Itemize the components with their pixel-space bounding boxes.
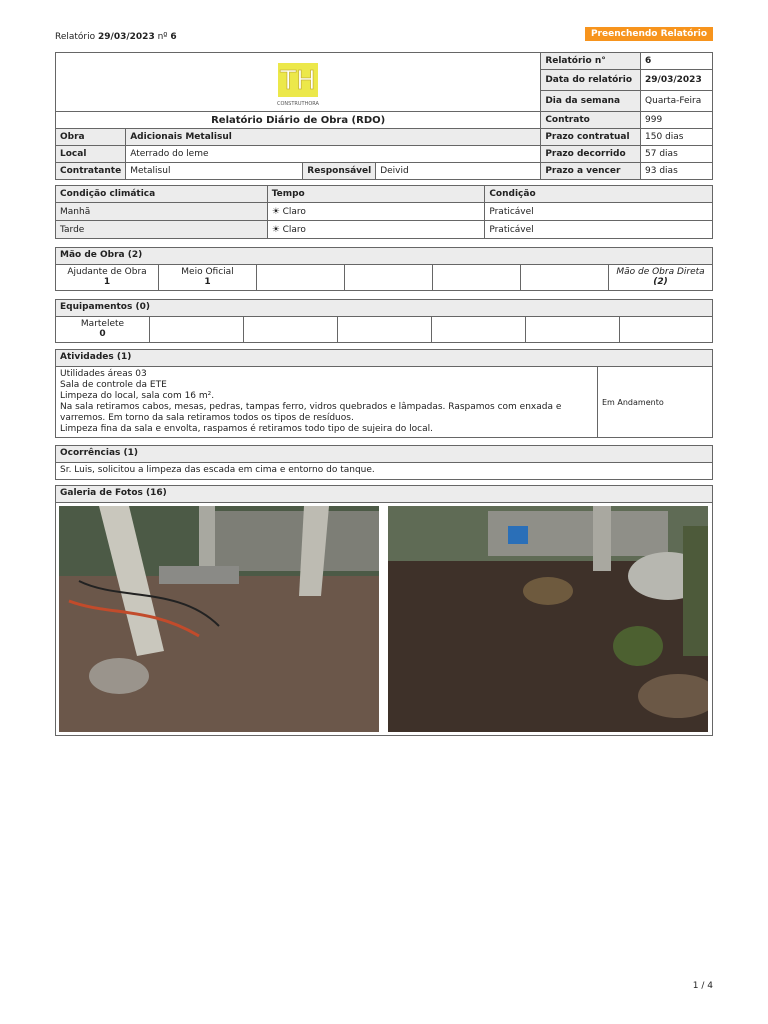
clima-condicao-tarde: Praticável: [485, 221, 713, 239]
atividade-line: Limpeza fina da sala e envolta, raspamos é retiramos todo tipo de sujeira do local.: [60, 424, 434, 434]
atividade-line: Sala de controle da ETE: [60, 380, 167, 390]
atividade-row: [55, 367, 713, 438]
empty-cell: [526, 317, 620, 342]
clima-periodo-manha: Manhã: [56, 203, 268, 221]
value-local: Aterrado do leme: [126, 146, 541, 163]
label-data: Data do relatório: [541, 70, 641, 91]
value-relatorio: 6: [641, 53, 713, 70]
label-obra: Obra: [56, 129, 126, 146]
atividade-line: Limpeza do local, sala com 16 m².: [60, 391, 215, 401]
clima-tempo-manha: ☀ Claro: [267, 203, 485, 221]
gallery-photo[interactable]: [59, 506, 379, 732]
mao-obra-item-value: 1: [204, 277, 211, 287]
value-obra: Adicionais Metalisul: [126, 129, 541, 146]
mao-obra-item-label: Meio Oficial: [181, 267, 234, 277]
mao-obra-item: [56, 265, 159, 290]
atividades-title: Atividades (1): [55, 349, 713, 367]
gallery-photo[interactable]: [388, 506, 708, 732]
equipamentos-title: Equipamentos (0): [55, 299, 713, 317]
equipamento-item: [56, 317, 150, 342]
logo-cell: [56, 53, 541, 112]
page-number: 1 / 4: [692, 981, 713, 991]
empty-cell: [150, 317, 244, 342]
equipamento-item-label: Martelete: [80, 319, 125, 329]
value-responsavel: Deivid: [376, 163, 541, 180]
atividades-section: [55, 349, 713, 438]
svg-text:TH: TH: [280, 66, 316, 96]
mao-obra-item-value: 1: [103, 277, 111, 287]
mao-obra-grid: [55, 265, 713, 291]
report-date: 29/03/2023: [98, 32, 155, 42]
equipamento-item-value: 0: [99, 329, 106, 339]
status-badge[interactable]: Preenchendo Relatório: [585, 27, 713, 41]
value-decorrido: 57 dias: [641, 146, 713, 163]
report-topbar: [55, 30, 713, 44]
value-data: 29/03/2023: [641, 70, 713, 91]
clima-table: [55, 185, 713, 239]
mao-obra-item: [159, 265, 257, 290]
empty-cell: [244, 317, 338, 342]
report-title: Relatório Diário de Obra (RDO): [56, 112, 541, 129]
ocorrencias-title: Ocorrências (1): [55, 445, 713, 463]
equipamentos-grid: [55, 317, 713, 343]
report-no-label: nº: [157, 32, 168, 42]
value-contrato: 999: [641, 112, 713, 129]
mao-obra-total: [609, 265, 712, 290]
empty-cell: [433, 265, 521, 290]
mao-obra-section: [55, 247, 713, 291]
value-contratante: Metalisul: [126, 163, 303, 180]
mao-obra-title: Mão de Obra (2): [55, 247, 713, 265]
clima-condicao-manha: Praticável: [485, 203, 713, 221]
photo-gallery: [55, 503, 713, 736]
empty-cell: [345, 265, 433, 290]
report-number: 6: [170, 32, 177, 42]
atividade-status: Em Andamento: [602, 397, 664, 407]
ocorrencias-section: [55, 445, 713, 480]
mao-obra-item-label: Ajudante de Obra: [67, 267, 147, 277]
clima-tempo-tarde: ☀ Claro: [267, 221, 485, 239]
clima-header-condicao-climatica: Condição climática: [56, 186, 268, 203]
label-responsavel: Responsável: [303, 163, 376, 180]
value-prazo: 150 dias: [641, 129, 713, 146]
label-local: Local: [56, 146, 126, 163]
empty-cell: [257, 265, 345, 290]
empty-cell: [338, 317, 432, 342]
galeria-section: [55, 485, 713, 736]
report-reference: [55, 32, 177, 42]
value-dia: Quarta-Feira: [641, 91, 713, 112]
report-header-table: [55, 52, 713, 180]
label-relatorio: Relatório n°: [541, 53, 641, 70]
report-prefix: Relatório: [55, 32, 96, 42]
label-prazo: Prazo contratual: [541, 129, 641, 146]
empty-cell: [521, 265, 609, 290]
ocorrencia-text: Sr. Luis, solicitou a limpeza das escada em cima e entorno do tanque.: [55, 463, 713, 480]
atividade-line: Utilidades áreas 03: [60, 369, 147, 379]
empty-cell: [432, 317, 526, 342]
atividade-description: [56, 367, 598, 437]
label-dia: Dia da semana: [541, 91, 641, 112]
equipamentos-section: [55, 299, 713, 343]
clima-periodo-tarde: Tarde: [56, 221, 268, 239]
atividade-line: Na sala retiramos cabos, mesas, pedras, tampas ferro, vidros quebrados e lâmpadas. Raspamos com enxada e: [60, 402, 562, 412]
clima-header-tempo: Tempo: [267, 186, 485, 203]
empty-cell: [620, 317, 712, 342]
label-contrato: Contrato: [541, 112, 641, 129]
label-contratante: Contratante: [56, 163, 126, 180]
galeria-title: Galeria de Fotos (16): [55, 485, 713, 503]
svg-text:CONSTRUTHORA: CONSTRUTHORA: [277, 101, 319, 107]
label-decorrido: Prazo decorrido: [541, 146, 641, 163]
value-vencer: 93 dias: [641, 163, 713, 180]
atividade-line: varremos. Em torno da sala retiramos todos os tipos de resíduos.: [60, 413, 354, 423]
label-vencer: Prazo a vencer: [541, 163, 641, 180]
company-logo: [276, 61, 328, 107]
clima-header-condicao: Condição: [485, 186, 713, 203]
mao-obra-total-label: Mão de Obra Direta: [616, 267, 705, 277]
mao-obra-total-value: (2): [653, 277, 668, 287]
